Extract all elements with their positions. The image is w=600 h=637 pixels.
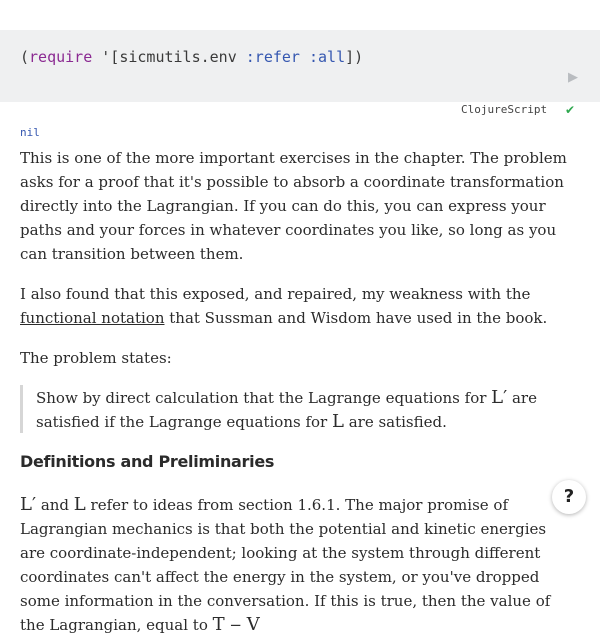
t-symbol: T (212, 614, 225, 635)
intro-paragraph: This is one of the more important exercises in the chapter. The problem asks for a proof that it's possible to absorb a coordinate transformation directly into the Lagrangian. If you can do this, you can express your paths and your forces in whatever coordinates you like, so long as you can transition between them. (20, 149, 567, 263)
quote-part-2: are satisfied if the Lagrange equations for (36, 389, 537, 431)
functional-notation-link[interactable]: functional notation (20, 309, 165, 327)
refer-keyword: :refer (236, 48, 300, 66)
all-keyword: :all (299, 48, 346, 66)
definitions-text: refer to ideas from section 1.6.1. The major promise of Lagrangian mechanics is that both the potential and kinetic energies are coordinate-independent; looking at the system through different coordinates can't affect the energy in the system, or you've dropped some information in the conversation. If this is true, then the value of the Lagrangian, equal to (20, 496, 551, 634)
quote-part-3: are satisfied. (343, 413, 447, 431)
l-symbol: L (331, 411, 344, 432)
top-bar (0, 0, 600, 30)
check-icon: ✔ (565, 103, 576, 117)
section-heading: Definitions and Preliminaries (20, 452, 275, 471)
p2-text-after: that Sussman and Wisdom have used in the book. (164, 309, 548, 327)
problem-blockquote (20, 385, 558, 433)
require-keyword: require (29, 48, 93, 66)
l-prime-symbol: L′ (491, 387, 508, 408)
l-symbol: L (73, 494, 86, 515)
language-label: ClojureScript (461, 103, 548, 116)
minus-sign: − (224, 616, 247, 634)
code-line[interactable] (20, 48, 363, 66)
and-text: and (36, 496, 74, 514)
code-cell[interactable] (0, 30, 600, 117)
blockquote-text (36, 386, 556, 434)
help-button[interactable]: ? (552, 480, 586, 514)
p2-text-before: I also found that this exposed, and repaired, my weakness with the (20, 285, 531, 303)
paren-open: ( (20, 48, 30, 66)
eval-output: nil (20, 126, 40, 139)
notation-paragraph (20, 282, 575, 330)
quote-bracket: '[ (92, 48, 120, 66)
problem-states-paragraph: The problem states: (20, 349, 172, 367)
v-symbol: V (246, 614, 260, 635)
namespace-symbol: sicmutils.env (119, 48, 237, 66)
definitions-paragraph (20, 493, 575, 637)
l-prime-symbol: L′ (20, 494, 37, 515)
play-icon[interactable]: ▶ (568, 70, 578, 85)
paren-close: ]) (345, 48, 364, 66)
quote-part-1: Show by direct calculation that the Lagrange equations for (36, 389, 492, 407)
